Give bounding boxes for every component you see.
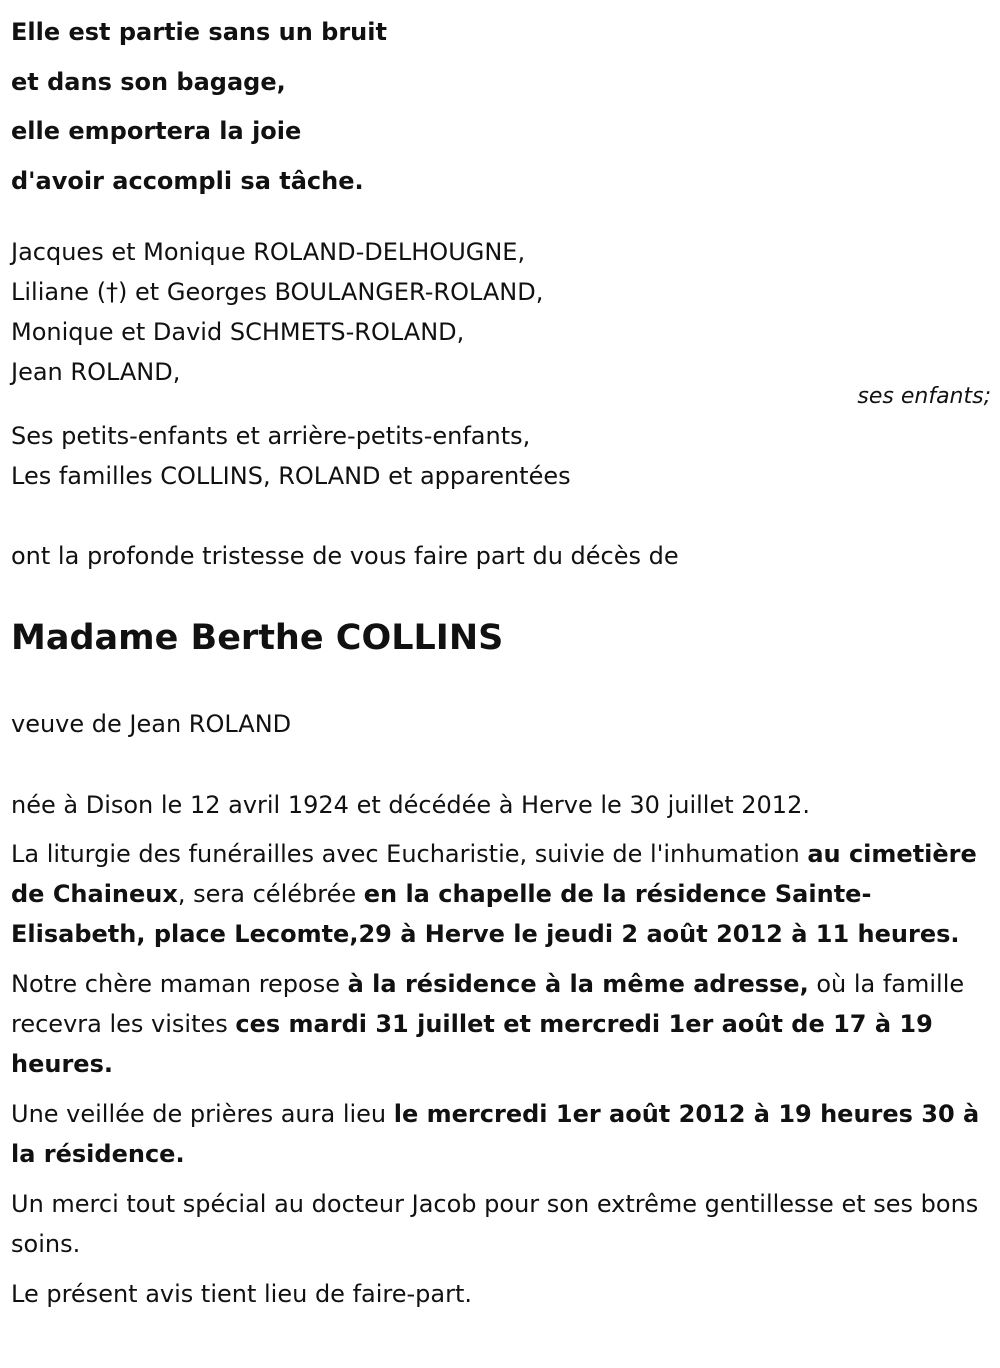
funeral-paragraph bbox=[11, 834, 991, 954]
poem-line: d'avoir accompli sa tâche. bbox=[11, 166, 364, 195]
children-list bbox=[11, 232, 543, 392]
birth-death-text: née à Dison le 12 avril 1924 et décédée à Herve le 30 juillet 2012. bbox=[11, 791, 810, 819]
funeral-details bbox=[11, 785, 991, 1324]
vigil-paragraph bbox=[11, 1094, 991, 1174]
ceremony-place-time: en la chapelle de la résidence Sainte-Elisabeth, place Lecomte,29 à Herve le jeudi 2 août 2012 à 11 heures. bbox=[11, 880, 960, 948]
visits-paragraph bbox=[11, 964, 991, 1084]
visits-text: Notre chère maman repose bbox=[11, 970, 348, 998]
poem-line: et dans son bagage, bbox=[11, 67, 286, 96]
funeral-text: , sera célébrée bbox=[177, 880, 364, 908]
notice-paragraph bbox=[11, 1274, 991, 1314]
family-entry: Ses petits-enfants et arrière-petits-enfants, bbox=[11, 422, 531, 450]
burial-place: au cimetière de Chaineux bbox=[11, 840, 977, 908]
visits-text: où la famille recevra les visites bbox=[11, 970, 965, 1038]
thanks-text: Un merci tout spécial au docteur Jacob pour son extrême gentillesse et ses bons soins. bbox=[11, 1190, 979, 1258]
widow-of-line: veuve de Jean ROLAND bbox=[11, 710, 292, 738]
child-entry: Monique et David SCHMETS-ROLAND, bbox=[11, 318, 465, 346]
child-entry: Jean ROLAND, bbox=[11, 358, 181, 386]
widow-of bbox=[11, 704, 291, 744]
rest-place: à la résidence à la même adresse, bbox=[347, 970, 809, 998]
vigil-time-place: le mercredi 1er août 2012 à 19 heures 30 à la résidence. bbox=[11, 1100, 980, 1168]
extended-family-list bbox=[11, 416, 571, 496]
children-role-label: ses enfants; bbox=[857, 384, 991, 409]
epigraph-poem bbox=[11, 0, 991, 206]
child-entry: Liliane (†) et Georges BOULANGER-ROLAND, bbox=[11, 278, 544, 306]
poem-line: Elle est partie sans un bruit bbox=[11, 18, 387, 46]
announcement-text bbox=[11, 536, 679, 576]
announcement-line: ont la profonde tristesse de vous faire part du décès de bbox=[11, 542, 679, 570]
birth-death-dates bbox=[11, 785, 991, 825]
funeral-text: La liturgie des funérailles avec Eucharistie, suivie de l'inhumation bbox=[11, 840, 808, 868]
visit-times: ces mardi 31 juillet et mercredi 1er août de 17 à 19 heures. bbox=[11, 1010, 933, 1078]
notice-text: Le présent avis tient lieu de faire-part. bbox=[11, 1280, 473, 1308]
poem-line: elle emportera la joie bbox=[11, 117, 302, 145]
child-entry: Jacques et Monique ROLAND-DELHOUGNE, bbox=[11, 238, 526, 266]
deceased-name: Madame Berthe COLLINS bbox=[11, 618, 504, 658]
thanks-paragraph bbox=[11, 1184, 991, 1264]
family-entry: Les familles COLLINS, ROLAND et apparentées bbox=[11, 462, 571, 490]
vigil-text: Une veillée de prières aura lieu bbox=[11, 1100, 394, 1128]
